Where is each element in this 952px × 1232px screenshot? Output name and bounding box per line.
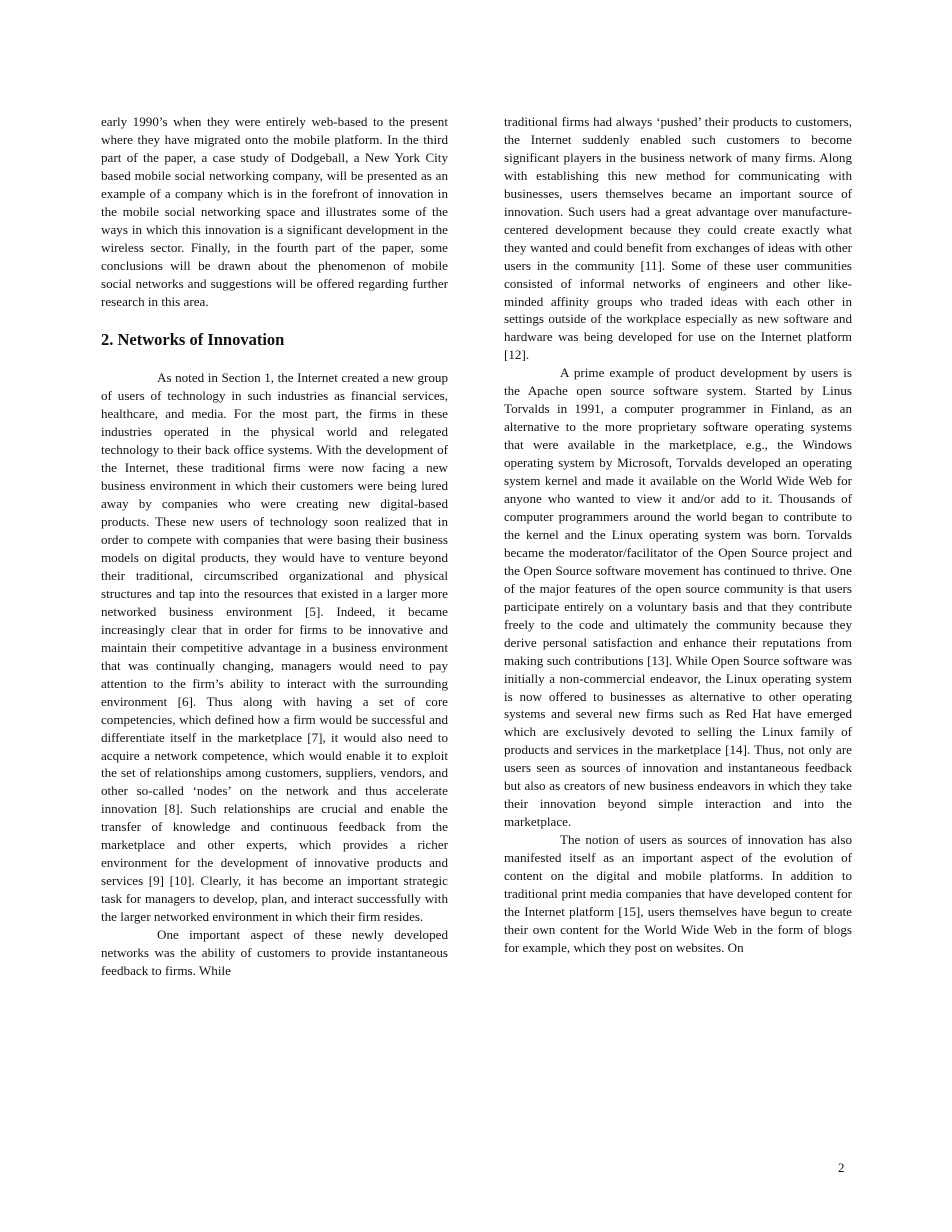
paragraph-networks-2: One important aspect of these newly developed networks was the ability of customers to provide instantaneous feedback to firms. While (101, 927, 448, 978)
paragraph-content: The notion of users as sources of innovation has also manifested itself as an important aspect of the evolution of content on the digital and mobile platforms. In addition to traditional print media companies that have developed content for the Internet platform [15], users themselves have begun to create their own content for the World Wide Web in the form of blogs for example, which they post on websites. On (504, 832, 852, 955)
page-number: 2 (838, 1160, 845, 1175)
paragraph-continued: traditional firms had always ‘pushed’ their products to customers, the Internet suddenly enabled such customers to become significant players in the business network of many firms. Along with establishing this new method for communicating with businesses, users themselves became an important source of innovation. Such users had a great advantage over manufacture-centered development because they could create exactly what they wanted and could benefit from exchanges of ideas with other users in the community [11]. Some of these user communities consisted of informal networks of engineers and other like-minded affinity groups who traded ideas with each other in settings outside of the workplace especially as new software and hardware was being developed for use on the Internet platform [12]. (504, 114, 852, 363)
right-column (504, 113, 852, 957)
left-column (101, 113, 448, 980)
paragraph-intro-end: early 1990’s when they were entirely web-based to the present where they have migrated onto the mobile platform. In the third part of the paper, a case study of Dodgeball, a New York City based mobile social networking company, will be presented as an example of a company which is in the forefront of innovation in the mobile social networking space and illustrates some of the ways in which this innovation is a significant development in the wireless sector. Finally, in the fourth part of the paper, some conclusions will be drawn about the phenomenon of mobile social networks and suggestions will be offered regarding further research in this area. (101, 114, 448, 309)
section-heading: 2. Networks of Innovation (101, 330, 285, 350)
paragraph-apache: A prime example of product development by users is the Apache open source software system. Started by Linus Torvalds in 1991, a computer programmer in Finland, as an alternative to the more proprietary software operating systems that were available in the marketplace, e.g., the Windows operating system by Microsoft, Torvalds developed an operating system kernel and made it available on the World Wide Web for anyone who wanted to view it and/or add to it. Thousands of computer programmers around the world began to contribute to the kernel and the Linux operating system was born. Torvalds became the moderator/facilitator of the Open Source project and the Open Source software movement has continued to thrive. One of the major features of the open source community is that users participate entirely on a voluntary basis and that they contribute freely to the code and ultimately the community because they derive personal satisfaction and enhance their reputations from making such contributions [13]. While Open Source software was initially a non-commercial endeavor, the Linux operating system is now offered to businesses as alternative to other operating systems and several new firms such as Red Hat have emerged which are exclusively devoted to selling the Linux family of products and services in the marketplace [14]. Thus, not only are users seen as sources of innovation and instantaneous feedback but also as creators of new business endeavors in which they take their innovation beyond simple interaction and into the marketplace. (504, 365, 852, 830)
paragraph-networks-1: As noted in Section 1, the Internet created a new group of users of technology in such industries as financial services, healthcare, and media. For the most part, the firms in these industries operated in the physical world and relegated technology to their back office systems. With the development of the Internet, these traditional firms were now facing a new business environment in which their customers were being lured away by companies who were creating new digital-based products. These new users of technology soon realized that in order to compete with companies that were basing their business models on digital products, they would have to venture beyond their traditional, circumscribed organizational and physical structures and tap into the resources that existed in a larger more networked business environment [5]. Indeed, it became increasingly clear that in order for firms to be innovative and maintain their competitive advantage in a business environment that was continually changing, managers would need to pay attention to the firm’s ability to interact with the surrounding environment [6]. Thus along with having a set of core competencies, which defined how a firm would be successful and differentiate itself in the marketplace [7], it would also need to acquire a network competence, which would enable it to exploit the set of relationships among customers, suppliers, vendors, and other so-called ‘nodes’ on the network and thus accelerate innovation [8]. Such relationships are crucial and enable the transfer of knowledge and continuous feedback from the marketplace and other experts, which provides a richer environment for the development of innovative products and services [9] [10]. Clearly, it has become an important strategic task for managers to develop, plan, and interact successfully with the larger networked environment in which their firm resides. (101, 370, 448, 925)
